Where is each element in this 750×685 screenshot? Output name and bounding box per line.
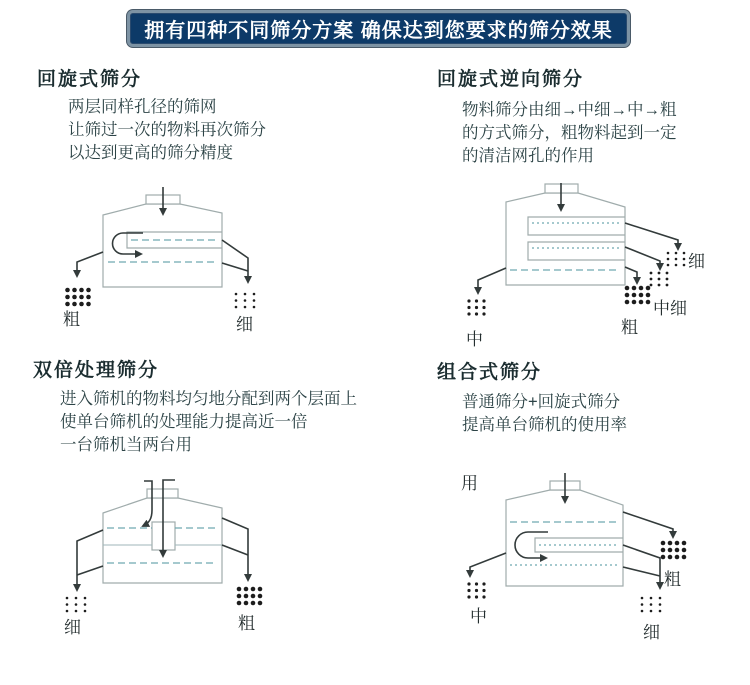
- section-title-double: 双倍处理筛分: [33, 360, 160, 381]
- output-label-fine: 细: [236, 315, 253, 334]
- stray-text: 用: [461, 474, 478, 493]
- section-title-combined: 组合式筛分: [437, 362, 543, 383]
- output-label-coarse: 粗: [664, 570, 681, 589]
- section-desc-combined: [462, 391, 627, 437]
- header-banner: [127, 10, 630, 47]
- output-label-medium: 中: [470, 607, 487, 626]
- section-desc-double: [60, 388, 357, 457]
- desc-line: 的清洁网孔的作用: [462, 147, 594, 165]
- output-label-fine: 细: [64, 618, 81, 637]
- desc-line: 以达到更高的筛分精度: [68, 144, 233, 162]
- medium-particles-icon: [467, 299, 485, 315]
- output-label-medium: 中: [466, 330, 483, 349]
- fine-particles-icon: [66, 597, 87, 613]
- coarse-particles-icon: [65, 288, 91, 307]
- fine-particles-icon: [641, 597, 662, 613]
- desc-line: 提高单台筛机的使用率: [462, 416, 627, 434]
- desc-line: 一台筛机当两台用: [60, 436, 192, 454]
- medium-fine-particles-icon: [650, 272, 669, 287]
- desc-line: 物料筛分由细→中细→中→粗: [462, 101, 677, 119]
- desc-line: 普通筛分+回旋式筛分: [462, 393, 621, 411]
- desc-line: 的方式筛分，粗物料起到一定: [462, 124, 677, 142]
- desc-line: 进入筛机的物料均匀地分配到两个层面上: [60, 390, 357, 408]
- coarse-particles-icon: [661, 541, 687, 560]
- output-label-coarse: 粗: [238, 614, 255, 633]
- desc-line: 让筛过一次的物料再次筛分: [68, 121, 266, 139]
- diagram-rotary-reverse: [460, 183, 750, 348]
- fine-particles-icon: [667, 252, 686, 267]
- section-title-rotary-reverse: 回旋式逆向筛分: [437, 69, 585, 90]
- output-label-medium-fine: 中细: [653, 299, 687, 318]
- machine-body: [506, 184, 625, 285]
- output-label-coarse: 粗: [63, 310, 80, 329]
- output-label-fine: 细: [688, 252, 705, 271]
- header-title: 拥有四种不同筛分方案 确保达到您要求的筛分效果: [144, 20, 613, 42]
- desc-line: 两层同样孔径的筛网: [68, 98, 217, 116]
- diagram-combined: [460, 466, 750, 646]
- output-label-coarse: 粗: [621, 318, 638, 337]
- output-label-fine: 细: [643, 623, 660, 642]
- medium-particles-icon: [467, 582, 485, 598]
- coarse-particles-icon: [237, 587, 263, 606]
- section-desc-rotary-reverse: [462, 99, 677, 168]
- fine-particles-icon: [235, 293, 256, 309]
- desc-line: 使单台筛机的处理能力提高近一倍: [60, 413, 308, 431]
- section-desc-rotary: [68, 96, 266, 165]
- section-title-rotary: 回旋式筛分: [37, 69, 143, 90]
- coarse-particles-icon: [625, 286, 651, 305]
